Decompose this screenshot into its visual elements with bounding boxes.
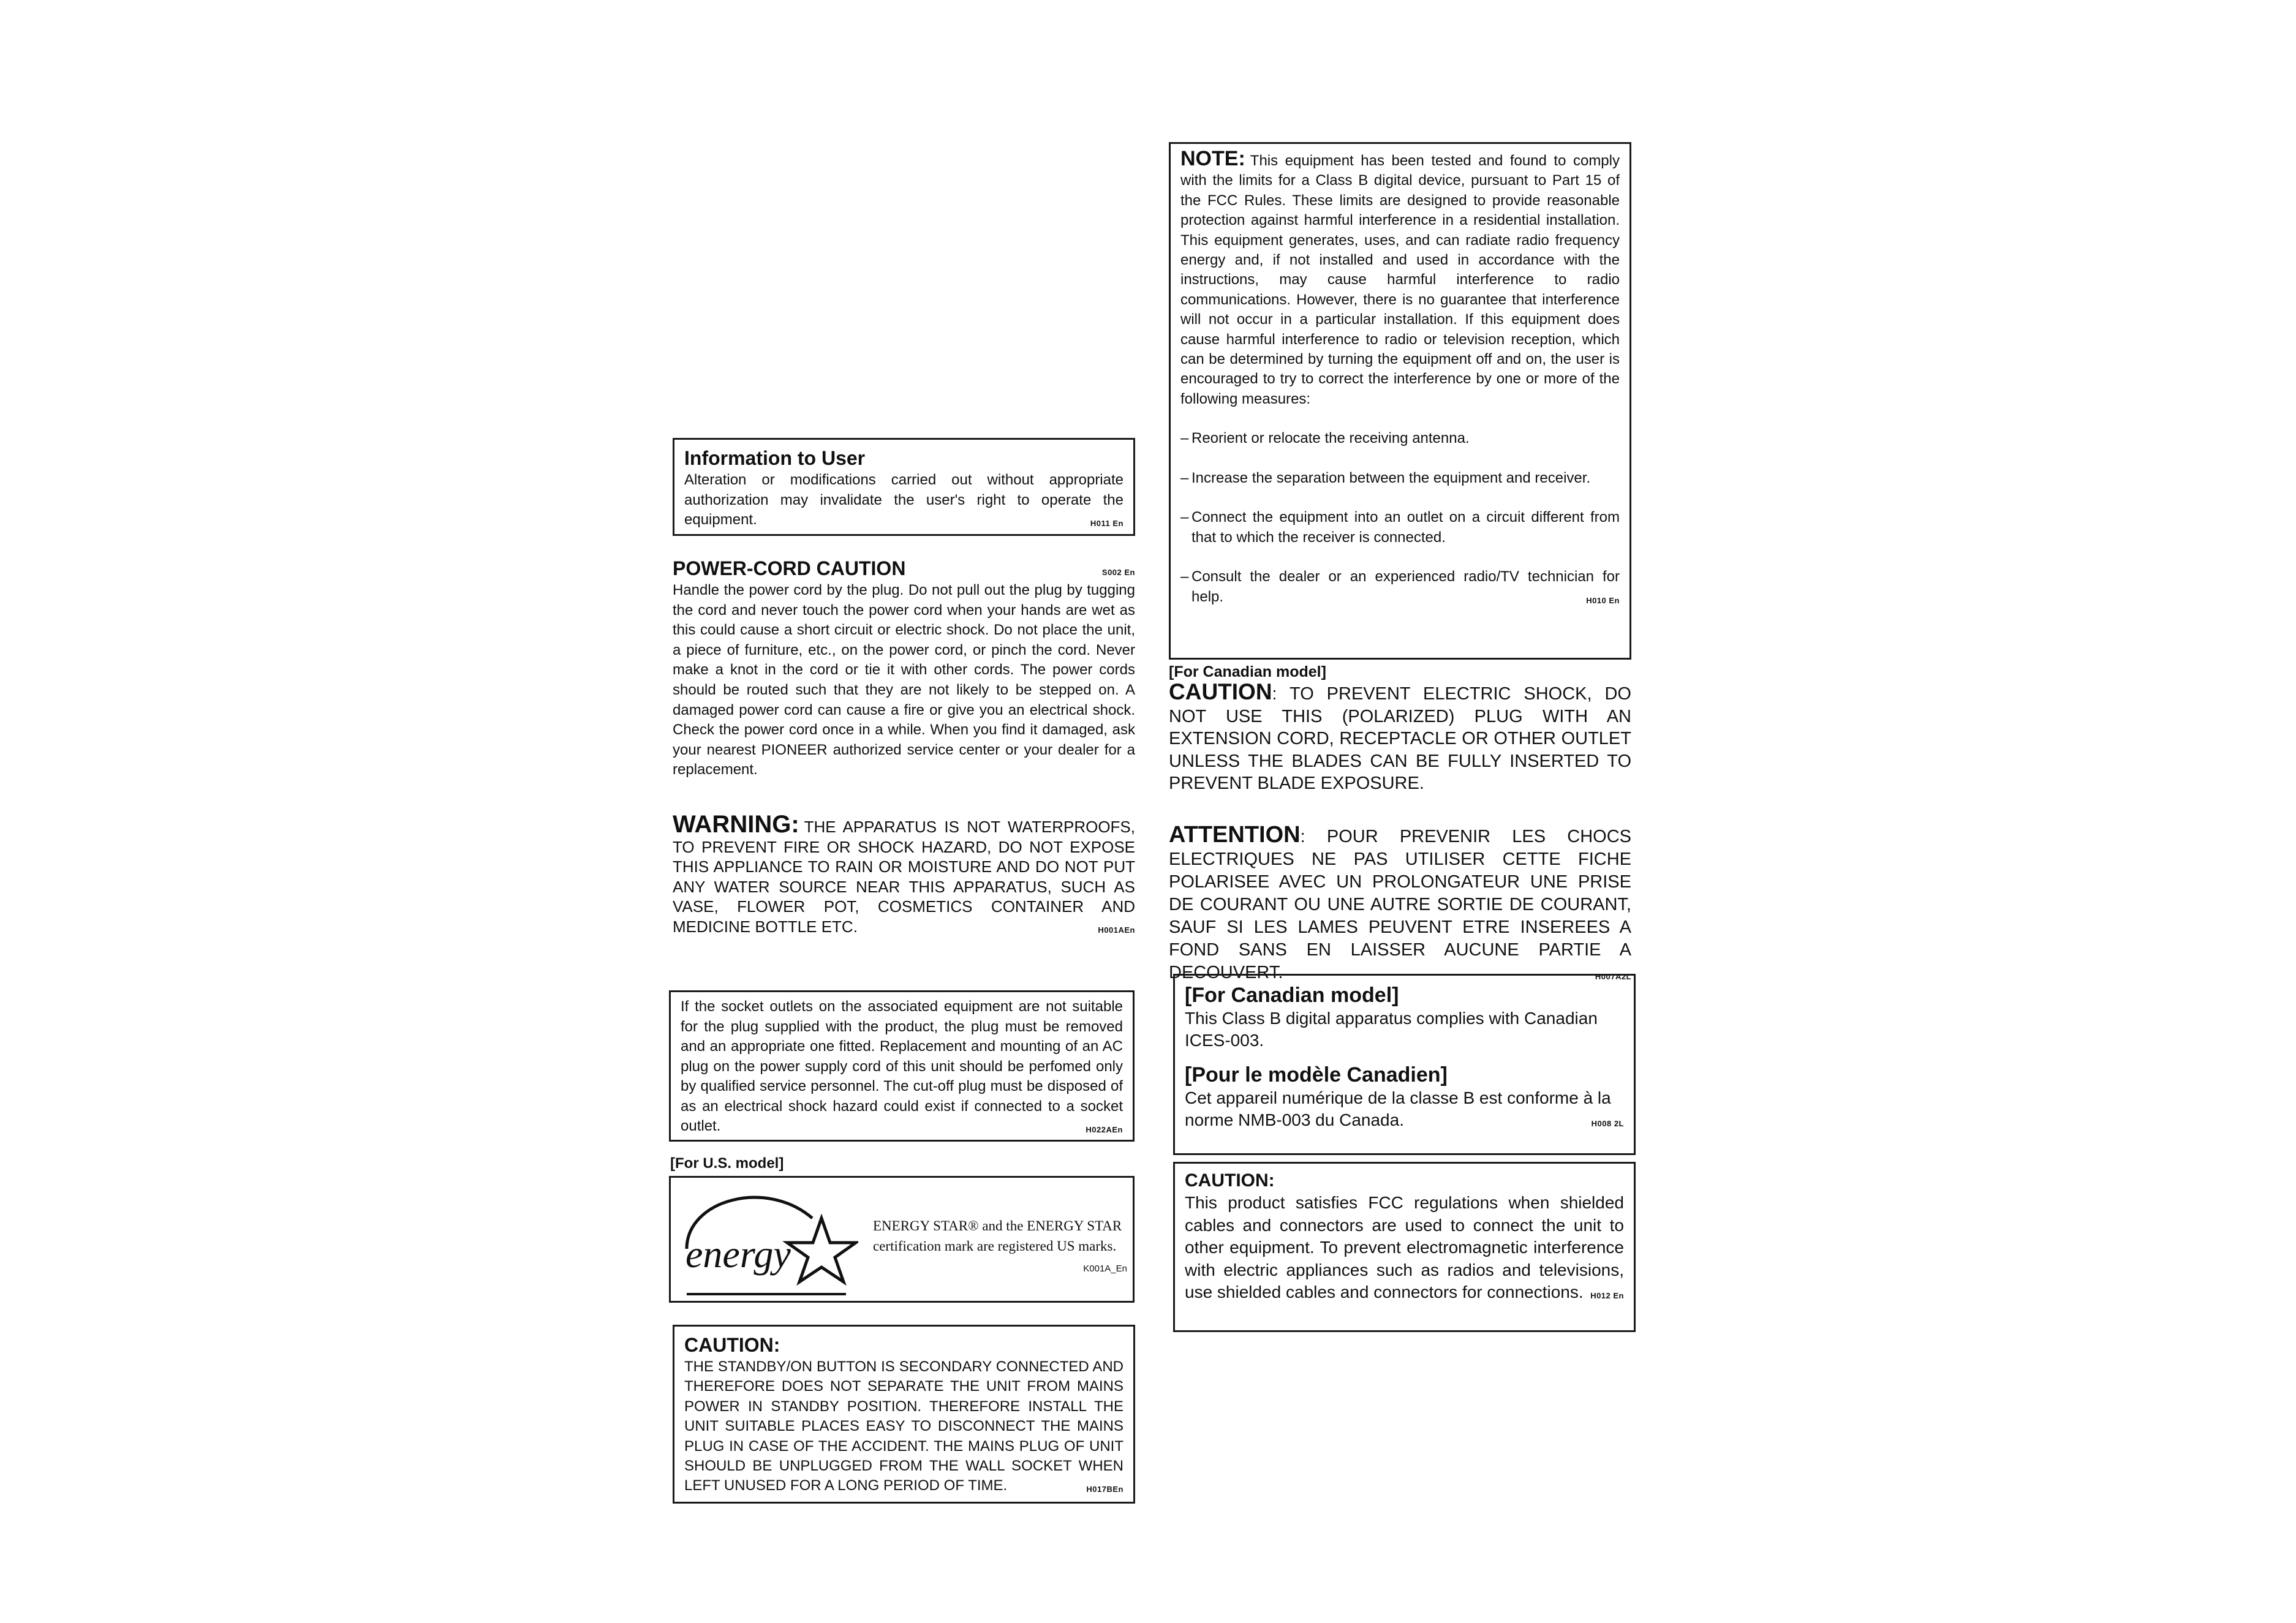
energy-star-body: ENERGY STAR® and the ENERGY STAR certification mark are registered US marks.	[873, 1218, 1122, 1254]
canadian-ices-title-fr: [Pour le modèle Canadien]	[1185, 1063, 1448, 1086]
standby-caution-body: THE STANDBY/ON BUTTON IS SECONDARY CONNECTED AND THEREFORE DOES NOT SEPARATE THE UNIT FROM MAINS POWER IN STANDBY POSITION. THEREFORE INSTALL THE UNIT SUITABLE PLACES EASY TO DISCONNECT THE MAINS PLUG IN CASE OF THE ACCIDENT. THE MAINS PLUG OF UNIT SHOULD BE UNPLUGGED FROM THE WALL SOCKET WHEN LEFT UNUSED FOR A LONG PERIOD OF TIME.	[684, 1358, 1123, 1494]
power-cord-code: S002 En	[1101, 568, 1135, 577]
fcc-caution-text	[1185, 1192, 1624, 1304]
canadian-model-label: [For Canadian model]	[1169, 663, 1326, 680]
energy-star-code: K001A_En	[1083, 1263, 1127, 1274]
canadian-ices-body-en: This Class B digital apparatus complies with Canadian ICES-003.	[1185, 1009, 1598, 1050]
power-cord-title: POWER-CORD CAUTION	[673, 557, 906, 579]
fcc-note-item: – Connect the equipment into an outlet on a circuit different from that to which the receiver is connected.	[1180, 508, 1620, 548]
fcc-note-item-1: Reorient or relocate the receiving antenna.	[1191, 430, 1470, 447]
socket-outlet-code: H022AEn	[1086, 1125, 1123, 1134]
socket-outlet-box	[669, 990, 1135, 1142]
attention-code: H007A2L	[1595, 972, 1631, 981]
canadian-caution-lead: CAUTION	[1169, 679, 1272, 704]
fcc-note-item-3: Connect the equipment into an outlet on a circuit different from that to which the receiver is connected.	[1191, 509, 1620, 546]
energy-star-logo	[674, 1181, 858, 1301]
fcc-caution-code: H012 En	[1590, 1291, 1624, 1300]
canadian-ices-title-en: [For Canadian model]	[1185, 984, 1399, 1007]
info-to-user-code: H011 En	[1090, 519, 1123, 528]
fcc-note-code: H010 En	[1586, 595, 1620, 605]
attention-lead: ATTENTION	[1169, 822, 1301, 848]
star-icon	[787, 1218, 856, 1282]
standby-caution-title: CAUTION:	[684, 1334, 780, 1356]
attention-body: : POUR PREVENIR LES CHOCS ELECTRIQUES NE PAS UTILISER CETTE FICHE POLARISEE AVEC UN PROLONGATEUR UNE PRISE DE COURANT OU UNE AUTRE SORTIE DE COURANT, SAUF SI LES LAMES PEUVENT ETRE INSEREES A FOND SANS EN LAISSER AUCUNE PARTIE A DECOUVERT.	[1169, 827, 1631, 982]
energy-star-text	[873, 1216, 1127, 1279]
fcc-note-item: – Increase the separation between the equipment and receiver.	[1180, 469, 1620, 489]
info-to-user-text: Alteration or modifications carried out without appropriate authorization may invalidate the user's right to operate the equipment.	[684, 472, 1123, 528]
warning-text	[673, 811, 1135, 936]
power-cord-heading-row	[673, 556, 1135, 581]
power-cord-caution-section	[673, 556, 1135, 780]
fcc-note-lead: NOTE:	[1180, 147, 1245, 170]
us-model-label: [For U.S. model]	[670, 1155, 784, 1172]
canadian-ices-fr-text	[1185, 1087, 1624, 1131]
standby-caution-box	[673, 1325, 1135, 1504]
canadian-ices-box	[1173, 974, 1636, 1155]
warning-section	[673, 811, 1135, 940]
canadian-ices-body-fr: Cet appareil numérique de la classe B est conforme à la norme NMB-003 du Canada.	[1185, 1088, 1611, 1129]
canadian-ices-code: H008 2L	[1591, 1119, 1624, 1128]
socket-outlet-text	[681, 997, 1123, 1137]
canadian-caution-section	[1169, 663, 1631, 795]
energy-star-box	[669, 1176, 1135, 1303]
info-to-user-title: Information to User	[684, 447, 866, 469]
attention-text	[1169, 824, 1631, 984]
socket-outlet-body: If the socket outlets on the associated equipment are not suitable for the plug supplied with the product, the plug must be removed and an appropriate one fitted. Replacement and mounting of an AC plug on the power supply cord of this unit should be perfomed only by qualified service personnel. The cut-off plug must be disposed of as an electrical shock hazard could exist if connected to a socket outlet.	[681, 998, 1123, 1134]
warning-body: THE APPARATUS IS NOT WATERPROOFS, TO PREVENT FIRE OR SHOCK HAZARD, DO NOT EXPOSE THIS APPLIANCE TO RAIN OR MOISTURE AND DO NOT PUT ANY WATER SOURCE NEAR THIS APPARATUS, SUCH AS VASE, FLOWER POT, COSMETICS CONTAINER AND MEDICINE BOTTLE ETC.	[673, 818, 1135, 936]
standby-caution-code: H017BEn	[1086, 1485, 1123, 1494]
fcc-note-item-2: Increase the separation between the equipment and receiver.	[1191, 469, 1591, 486]
fcc-note-box	[1169, 142, 1631, 660]
info-to-user-box	[673, 438, 1135, 536]
warning-lead: WARNING:	[673, 811, 799, 838]
warning-code: H001AEn	[1098, 925, 1135, 935]
attention-section	[1169, 824, 1631, 988]
fcc-note-item: – Reorient or relocate the receiving antenna.	[1180, 429, 1620, 449]
fcc-note-text	[1180, 149, 1620, 409]
fcc-caution-title: CAUTION:	[1185, 1170, 1275, 1191]
fcc-note-item-4: Consult the dealer or an experienced radio/TV technician for help.	[1191, 568, 1620, 605]
canadian-caution-text	[1169, 681, 1631, 795]
standby-caution-text	[684, 1357, 1123, 1496]
power-cord-body: Handle the power cord by the plug. Do not pull out the plug by tugging the cord and never touch the power cord when your hands are wet as this could cause a short circuit or electric shock. Do not place the unit, a piece of furniture, etc., on the power cord, or pinch the cord. Never make a knot in the cord or tie it with other cords. The power cords should be routed such that they are not likely to be stepped on. A damaged power cord can cause a fire or give you an electrical shock. Check the power cord once in a while. When you find it damaged, ask your nearest PIONEER authorized service center or your dealer for a replacement.	[673, 582, 1135, 778]
fcc-note-body: This equipment has been tested and found to comply with the limits for a Class B digital device, pursuant to Part 15 of the FCC Rules. These limits are designed to provide reasonable protection against harmful interference in a residential installation. This equipment generates, uses, and can radiate radio frequency energy and, if not installed and used in accordance with the instructions, may cause harmful interference to radio communications. However, there is no guarantee that interference will not occur in a particular installation. If this equipment does cause harmful interference to radio or television reception, which can be determined by turning the equipment off and on, the user is encouraged to try to correct the interference by one or more of the following measures:	[1180, 153, 1620, 407]
info-to-user-body	[684, 470, 1123, 530]
fcc-note-item: – Consult the dealer or an experienced radio/TV technician for help. H010 En	[1180, 567, 1620, 611]
fcc-caution-box	[1173, 1162, 1636, 1332]
canadian-caution-body: : TO PREVENT ELECTRIC SHOCK, DO NOT USE THIS (POLARIZED) PLUG WITH AN EXTENSION CORD, RECEPTACLE OR OTHER OUTLET UNLESS THE BLADES CAN BE FULLY INSERTED TO PREVENT BLADE EXPOSURE.	[1169, 684, 1631, 793]
energy-logo-word: energy	[685, 1232, 791, 1276]
fcc-caution-body: This product satisfies FCC regulations when shielded cables and connectors are used to connect the unit to other equipment. To prevent electromagnetic interference with electric appliances such as radios and televisions, use shielded cables and connectors for connections.	[1185, 1193, 1624, 1301]
